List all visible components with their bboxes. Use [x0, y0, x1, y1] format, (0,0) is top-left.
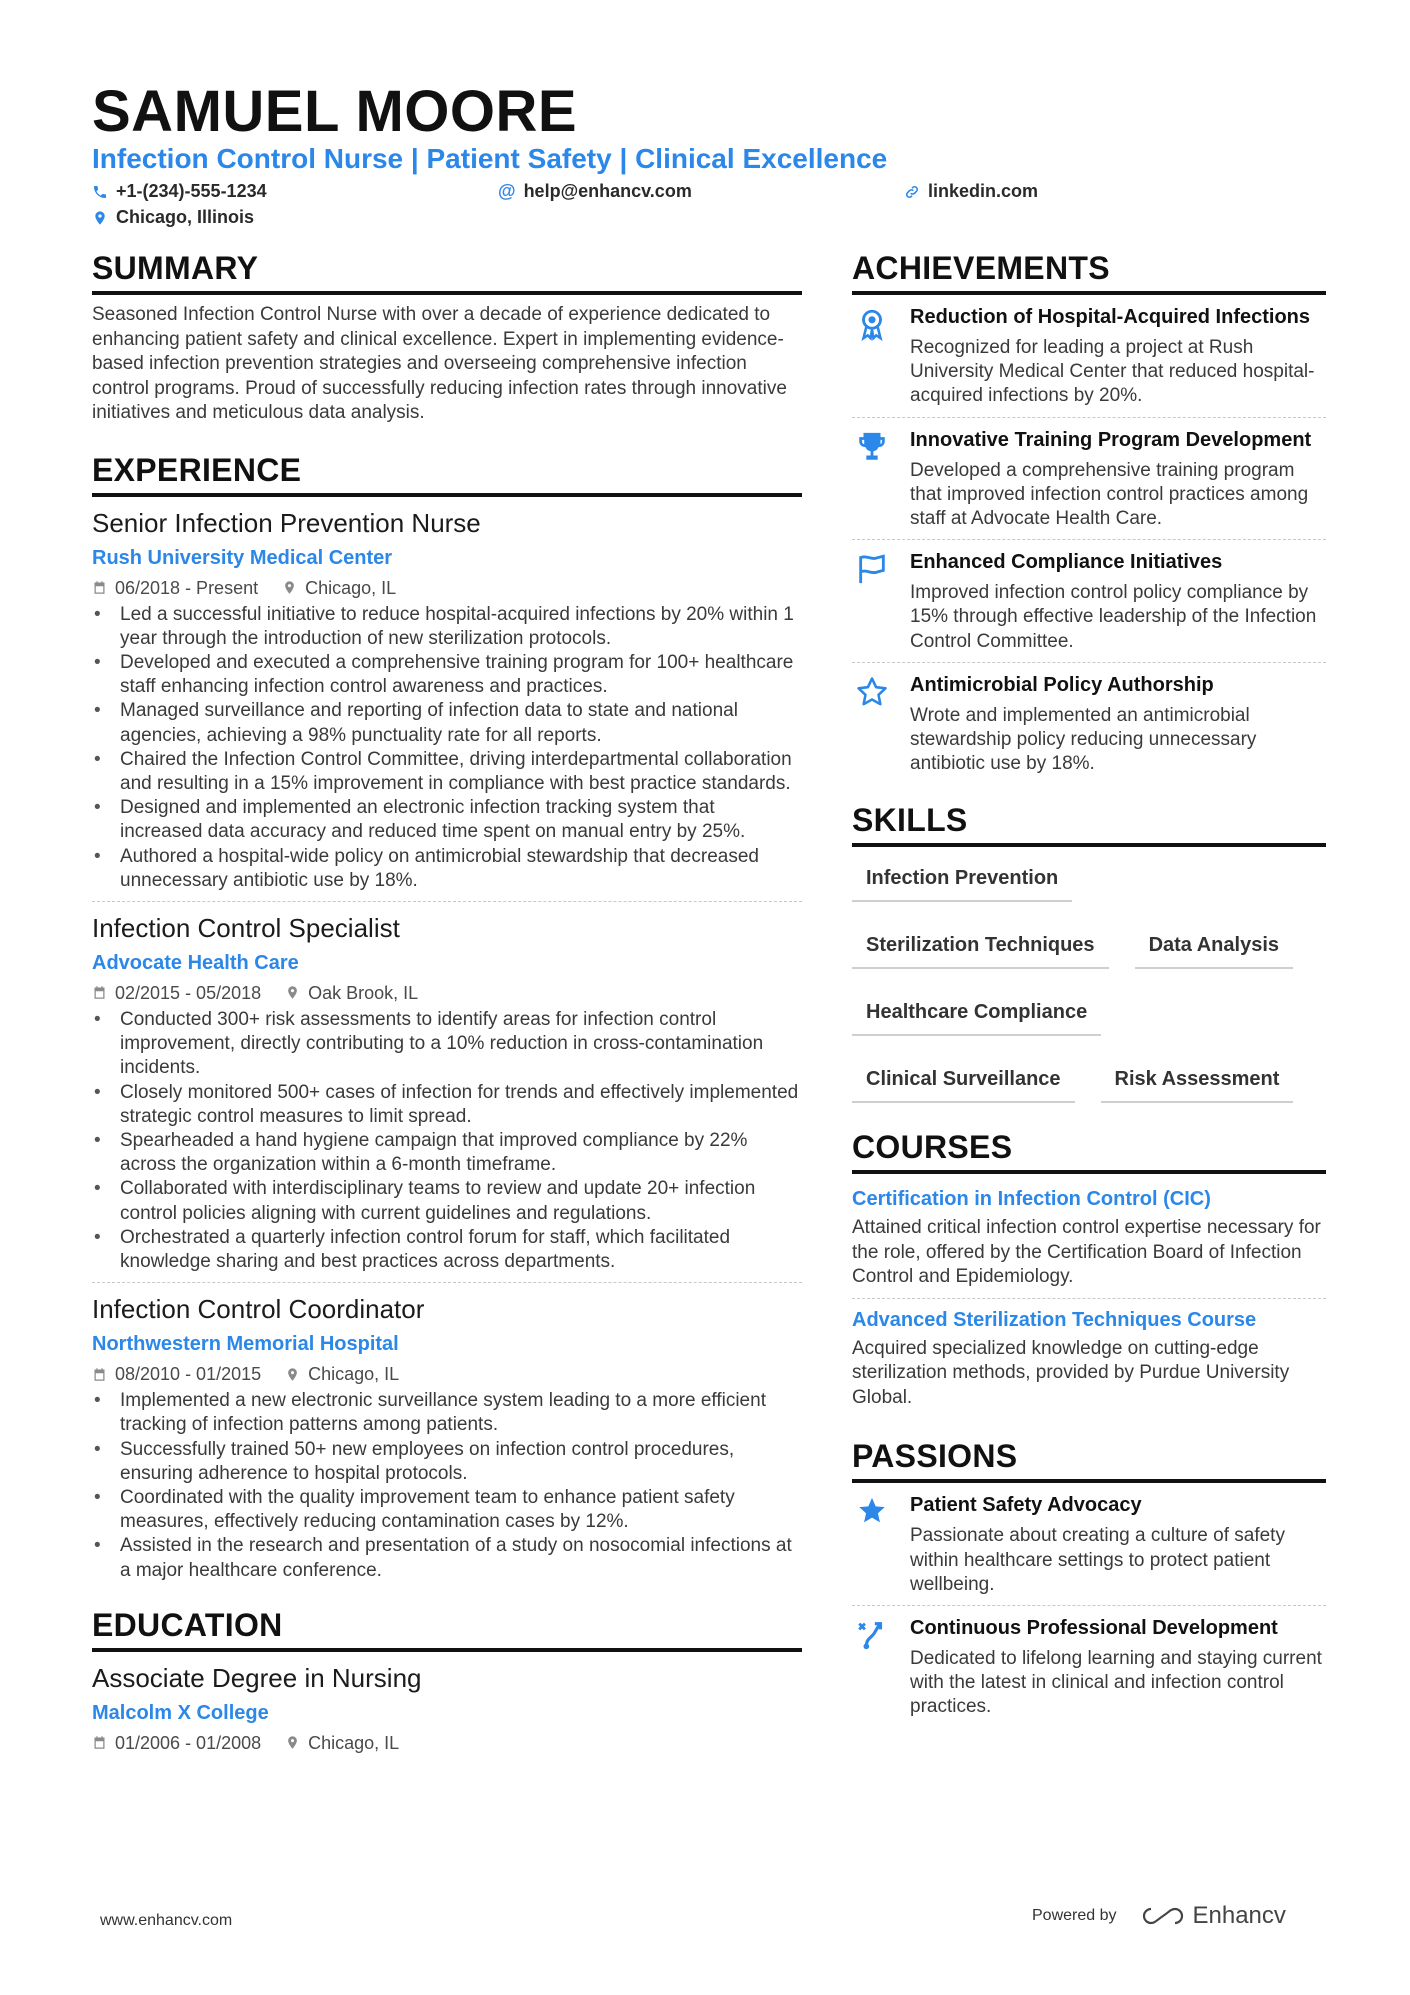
bullet-item: • Coordinated with the quality improvement team to enhance patient safety measures, effectively reducing contamination cases by 12%. — [92, 1486, 802, 1534]
location-text: Chicago, Illinois — [116, 207, 255, 227]
skill-tag: Healthcare Compliance — [852, 997, 1101, 1036]
contact-phone[interactable] — [92, 181, 267, 202]
achievement-title: Antimicrobial Policy Authorship — [910, 673, 1214, 696]
contact-email[interactable] — [498, 181, 692, 202]
linkedin-text: linkedin.com — [928, 181, 1039, 201]
headline: Infection Control Nurse | Patient Safety | Clinical Excellence — [92, 143, 888, 174]
job-dates — [92, 982, 261, 1004]
company-name: Advocate Health Care — [92, 951, 299, 974]
phone-icon — [92, 184, 108, 200]
contact-location — [92, 207, 254, 228]
achievements-title: ACHIEVEMENTS — [852, 250, 1326, 295]
achievement-title: Enhanced Compliance Initiatives — [910, 551, 1223, 574]
education-meta — [92, 1732, 802, 1754]
footer-website[interactable]: www.enhancv.com — [100, 1912, 233, 1929]
course-title: Advanced Sterilization Techniques Course — [852, 1308, 1257, 1331]
achievement-icon-wrap — [852, 428, 892, 532]
company-name: Rush University Medical Center — [92, 546, 393, 569]
location-pin-icon — [285, 985, 300, 1000]
brand-name: Enhancv — [1192, 1902, 1286, 1929]
star-icon — [855, 675, 889, 709]
education-entry — [92, 1652, 802, 1754]
achievement-icon-wrap — [852, 550, 892, 654]
candidate-name: SAMUEL MOORE — [92, 79, 578, 144]
bullet-item: • Implemented a new electronic surveillance system leading to a more efficient tracking of infection patterns among patients. — [92, 1389, 802, 1437]
degree-title: Associate Degree in Nursing — [92, 1662, 422, 1693]
calendar-icon — [92, 580, 107, 595]
achievement-item — [852, 663, 1326, 785]
course-desc: Acquired specialized knowledge on cutting-edge sterilization methods, provided by Purdue University Global. — [852, 1337, 1290, 1408]
right-column — [852, 250, 1326, 1728]
skill-tag: Sterilization Techniques — [852, 930, 1109, 969]
skill-tag: Clinical Surveillance — [852, 1064, 1075, 1103]
job-bullets — [92, 1008, 802, 1274]
growth-path-icon — [855, 1618, 889, 1652]
trophy-icon — [855, 430, 889, 464]
skill-tag: Risk Assessment — [1101, 1064, 1294, 1103]
bullet-item: • Managed surveillance and reporting of infection data to state and national agencies, achieving a 98% punctuality rate for all reports. — [92, 699, 802, 747]
bullet-item: • Orchestrated a quarterly infection control forum for staff, which facilitated knowledge sharing and best practices across departments. — [92, 1226, 802, 1274]
email-text: help@enhancv.com — [523, 181, 692, 201]
skill-tag: Data Analysis — [1135, 930, 1293, 969]
job-meta — [92, 982, 802, 1004]
education-location — [285, 1732, 399, 1754]
achievement-desc: Recognized for leading a project at Rush University Medical Center that reduced hospital-acquired infections by 20%. — [910, 337, 1315, 407]
contact-linkedin[interactable] — [904, 181, 1038, 202]
job-dates-text: 06/2018 - Present — [115, 577, 259, 598]
job-location-text: Chicago, IL — [308, 1364, 400, 1385]
location-pin-icon — [285, 1367, 300, 1382]
summary-title: SUMMARY — [92, 250, 802, 295]
job-entry — [92, 902, 802, 1283]
calendar-icon — [92, 1367, 107, 1382]
job-title: Infection Control Coordinator — [92, 1294, 425, 1325]
courses-title: COURSES — [852, 1129, 1326, 1174]
bullet-item: • Collaborated with interdisciplinary teams to review and update 20+ infection control policies aligning with current guidelines and regulations. — [92, 1177, 802, 1225]
course-desc: Attained critical infection control expertise necessary for the role, offered by the Certification Board of Infection Control and Epidemiology. — [852, 1217, 1321, 1288]
job-location — [285, 1363, 399, 1385]
achievement-desc: Improved infection control policy compliance by 15% through effective leadership of the Infection Control Committee. — [910, 582, 1317, 652]
job-location — [282, 577, 396, 599]
skills-title: SKILLS — [852, 802, 1326, 847]
job-dates-text: 08/2010 - 01/2015 — [115, 1364, 262, 1385]
location-pin-icon — [282, 580, 297, 595]
passion-item — [852, 1483, 1326, 1605]
passion-desc: Dedicated to lifelong learning and staying current with the latest in clinical and infection control practices. — [910, 1648, 1322, 1718]
location-pin-icon — [285, 1735, 300, 1750]
course-title: Certification in Infection Control (CIC) — [852, 1188, 1211, 1211]
bullet-item: • Spearheaded a hand hygiene campaign that improved compliance by 22% across the organization within a 6-month timeframe. — [92, 1129, 802, 1177]
job-title: Infection Control Specialist — [92, 912, 400, 943]
job-dates — [92, 1363, 261, 1385]
bullet-item: • Chaired the Infection Control Committee, driving interdepartmental collaboration and resulting in a 15% improvement in compliance with best practice standards. — [92, 748, 802, 796]
achievement-icon-wrap — [852, 673, 892, 777]
achievement-item — [852, 295, 1326, 417]
achievement-item — [852, 418, 1326, 540]
achievement-desc: Developed a comprehensive training program that improved infection control practices among staff at Advocate Health Care. — [910, 459, 1309, 530]
passion-icon-wrap — [852, 1616, 892, 1720]
job-location-text: Chicago, IL — [305, 577, 397, 598]
job-location — [285, 982, 418, 1004]
left-column — [92, 250, 802, 1754]
job-location-text: Oak Brook, IL — [308, 982, 419, 1003]
passion-item — [852, 1606, 1326, 1728]
passion-title: Patient Safety Advocacy — [910, 1494, 1142, 1517]
job-meta — [92, 577, 802, 599]
achievement-item — [852, 540, 1326, 662]
footer-branding — [1032, 1902, 1286, 1930]
achievement-title: Innovative Training Program Development — [910, 428, 1312, 451]
education-dates-text: 01/2006 - 01/2008 — [115, 1732, 262, 1753]
calendar-icon — [92, 985, 107, 1000]
phone-text: +1-(234)-555-1234 — [116, 181, 267, 201]
job-dates — [92, 577, 258, 599]
school-name: Malcolm X College — [92, 1701, 269, 1724]
skill-tag: Infection Prevention — [852, 863, 1072, 902]
experience-title: EXPERIENCE — [92, 452, 802, 497]
bullet-item: • Led a successful initiative to reduce hospital-acquired infections by 20% within 1 year through the introduction of new sterilization protocols. — [92, 603, 802, 651]
flag-icon — [855, 552, 889, 586]
passion-title: Continuous Professional Development — [910, 1617, 1278, 1640]
achievement-icon-wrap — [852, 305, 892, 409]
star-person-icon — [855, 1495, 889, 1529]
education-dates — [92, 1732, 261, 1754]
bullet-item: • Successfully trained 50+ new employees on infection control procedures, ensuring adherence to hospital protocols. — [92, 1438, 802, 1486]
course-item — [852, 1299, 1326, 1411]
bullet-item: • Conducted 300+ risk assessments to identify areas for infection control improvement, directly contributing to a 10% reduction in cross-contamination incidents. — [92, 1008, 802, 1081]
education-title: EDUCATION — [92, 1607, 802, 1652]
bullet-item: • Developed and executed a comprehensive training program for 100+ healthcare staff enhancing infection control awareness and practices. — [92, 651, 802, 699]
job-entry — [92, 497, 802, 902]
enhancv-logo-icon — [1141, 1905, 1185, 1927]
passion-desc: Passionate about creating a culture of safety within healthcare settings to protect patient wellbeing. — [910, 1525, 1285, 1595]
bullet-item: • Closely monitored 500+ cases of infection for trends and effectively implemented strategic control measures to limit spread. — [92, 1081, 802, 1129]
location-pin-icon — [92, 210, 108, 226]
link-icon — [904, 184, 920, 200]
calendar-icon — [92, 1735, 107, 1750]
summary-text: Seasoned Infection Control Nurse with over a decade of experience dedicated to enhancing patient safety and clinical excellence. Expert in implementing evidence-based infection prevention strategies and overseeing comprehensive infection control programs. Proud of successfully reducing infection rates through innovative initiatives and meticulous data analysis. — [92, 304, 787, 423]
bullet-item: • Assisted in the research and presentation of a study on nosocomial infections at a major healthcare conference. — [92, 1534, 802, 1582]
job-bullets — [92, 603, 802, 893]
job-entry — [92, 1283, 802, 1583]
at-icon: @ — [498, 181, 516, 201]
job-title: Senior Infection Prevention Nurse — [92, 507, 481, 538]
brand-logo[interactable] — [1141, 1902, 1286, 1930]
passions-title: PASSIONS — [852, 1438, 1326, 1483]
passion-icon-wrap — [852, 1493, 892, 1597]
bullet-item: • Authored a hospital-wide policy on antimicrobial stewardship that decreased unnecessary antibiotic use by 18%. — [92, 845, 802, 893]
bullet-item: • Designed and implemented an electronic infection tracking system that increased data accuracy and reduced time spent on manual entry by 25%. — [92, 796, 802, 844]
powered-by-text: Powered by — [1032, 1907, 1117, 1924]
achievement-desc: Wrote and implemented an antimicrobial stewardship policy reducing unnecessary antibiotic use by 18%. — [910, 704, 1257, 775]
education-location-text: Chicago, IL — [308, 1732, 400, 1753]
job-meta — [92, 1363, 802, 1385]
achievement-title: Reduction of Hospital-Acquired Infections — [910, 306, 1311, 328]
job-bullets — [92, 1389, 802, 1583]
course-item — [852, 1174, 1326, 1290]
skills-list — [852, 847, 1326, 1103]
company-name: Northwestern Memorial Hospital — [92, 1333, 399, 1356]
job-dates-text: 02/2015 - 05/2018 — [115, 982, 262, 1003]
award-ribbon-icon — [855, 307, 889, 341]
